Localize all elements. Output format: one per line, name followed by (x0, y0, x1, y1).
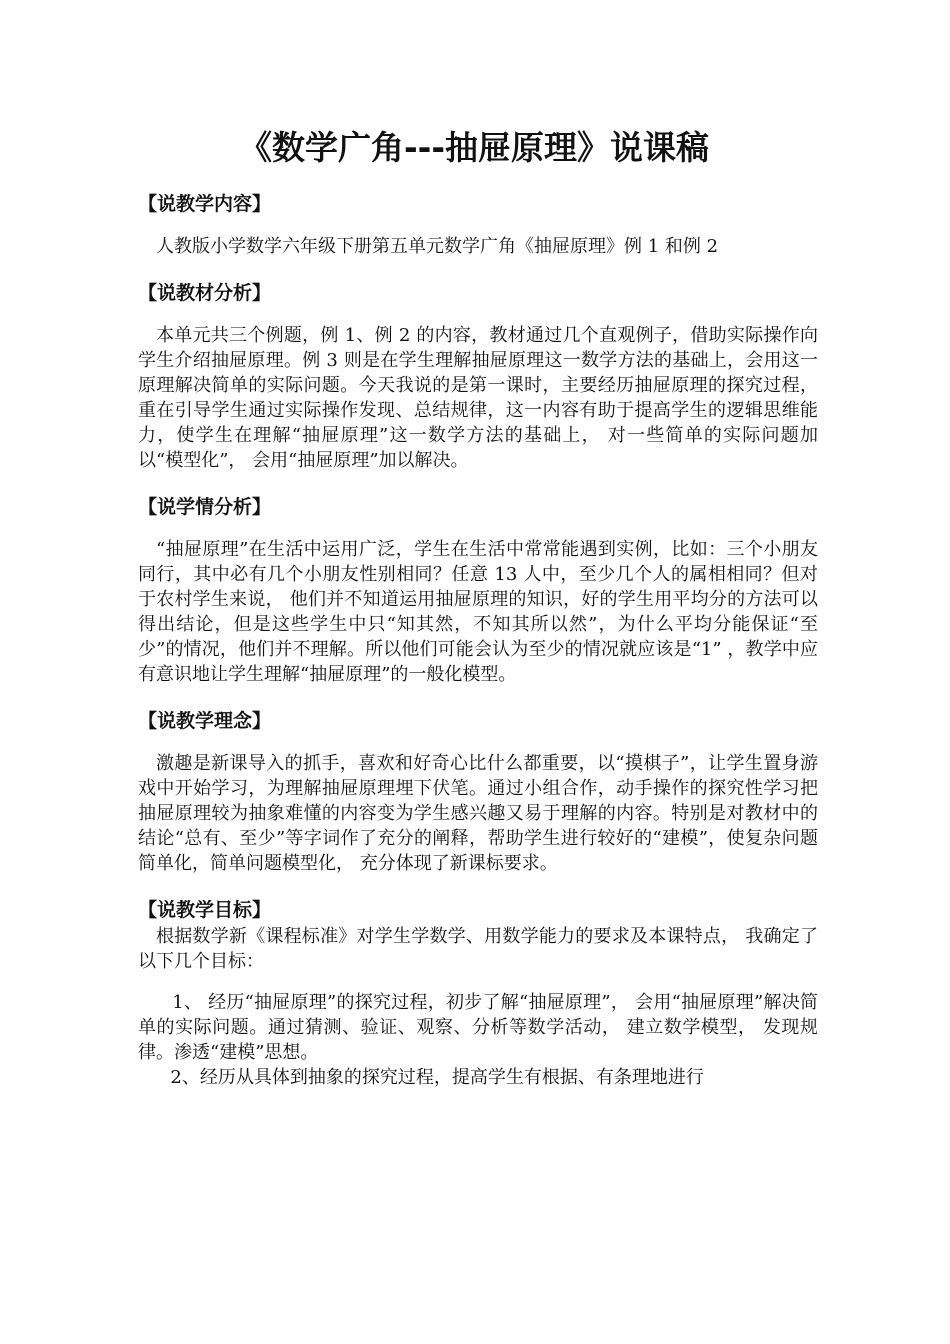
section-heading: 【说教材分析】 (138, 282, 272, 304)
section-textbook-analysis (138, 279, 818, 473)
document-title: 《数学广角---抽屉原理》说课稿 (238, 128, 710, 167)
spacer (138, 735, 818, 751)
spacer (138, 473, 818, 493)
spacer (138, 974, 818, 990)
goal-item: 2、经历从具体到抽象的探究过程，提高学生有根据、有条理地进行 (170, 1067, 704, 1088)
section-heading: 【说教学理念】 (138, 710, 272, 732)
section-teaching-content (138, 190, 818, 259)
section-paragraph: 根据数学新《课程标准》对学生学数学、用数学能力的要求及本课特点， 我确定了以下几个目标： (138, 926, 818, 972)
section-paragraph: 人教版小学数学六年级下册第五单元数学广角《抽屉原理》例 1 和例 2 (156, 236, 719, 257)
section-teaching-goals (138, 896, 818, 1090)
spacer (138, 218, 818, 234)
document-page (138, 122, 818, 1090)
section-paragraph: 本单元共三个例题，例 1、例 2 的内容，教材通过几个直观例子，借助实际操作向学生介绍抽屉原理。例 3 则是在学生理解抽屉原理这一数学方法的基础上，会用这一原理解决简单的实际问题。今天我说的是第一课时，主要经历抽屉原理的探究过程，重在引导学生通过实际操作发现、总结规律，这一内容有助于提高学生的逻辑思维能力，使学生在理解“抽屉原理”这一数学方法的基础上， 对一些简单的实际问题加以“模型化”， 会用“抽屉原理”加以解决。 (138, 325, 818, 471)
spacer (138, 687, 818, 707)
section-heading: 【说教学目标】 (138, 899, 272, 921)
section-student-analysis (138, 493, 818, 687)
section-heading: 【说教学内容】 (138, 193, 272, 215)
section-paragraph: “抽屉原理”在生活中运用广泛，学生在生活中常常能遇到实例，比如：三个小朋友同行，其中必有几个小朋友性别相同？任意 13 人中，至少几个人的属相相同？但对于农村学生来说， 他们并不知道运用抽屉原理的知识，好的学生用平均分的方法可以得出结论，但是这些学生中只“知其然，不知其所以然”，为什么平均分能保证“至少”的情况，他们并不理解。所以他们可能会认为至少的情况就应该是“1” ，教学中应有意识地让学生理解“抽屉原理”的一般化模型。 (138, 539, 818, 685)
section-paragraph: 激趣是新课导入的抓手，喜欢和好奇心比什么都重要，以“摸棋子”，让学生置身游戏中开始学习，为理解抽屉原理埋下伏笔。通过小组合作，动手操作的探究性学习把抽屉原理较为抽象难懂的内容变为学生感兴趣又易于理解的内容。特别是对教材中的结论“总有、至少”等字词作了充分的阐释，帮助学生进行较好的“建模”，使复杂问题简单化，简单问题模型化， 充分体现了新课标要求。 (138, 753, 818, 874)
spacer (138, 521, 818, 537)
spacer (138, 876, 818, 896)
spacer (138, 259, 818, 279)
section-heading: 【说学情分析】 (138, 496, 272, 518)
goal-item: 1、 经历“抽屉原理”的探究过程，初步了解“抽屉原理”， 会用“抽屉原理”解决简单的实际问题。通过猜测、验证、观察、分析等数学活动， 建立数学模型， 发现规律。渗透“建模”思想。 (138, 992, 818, 1063)
section-teaching-philosophy (138, 707, 818, 876)
spacer (138, 307, 818, 323)
